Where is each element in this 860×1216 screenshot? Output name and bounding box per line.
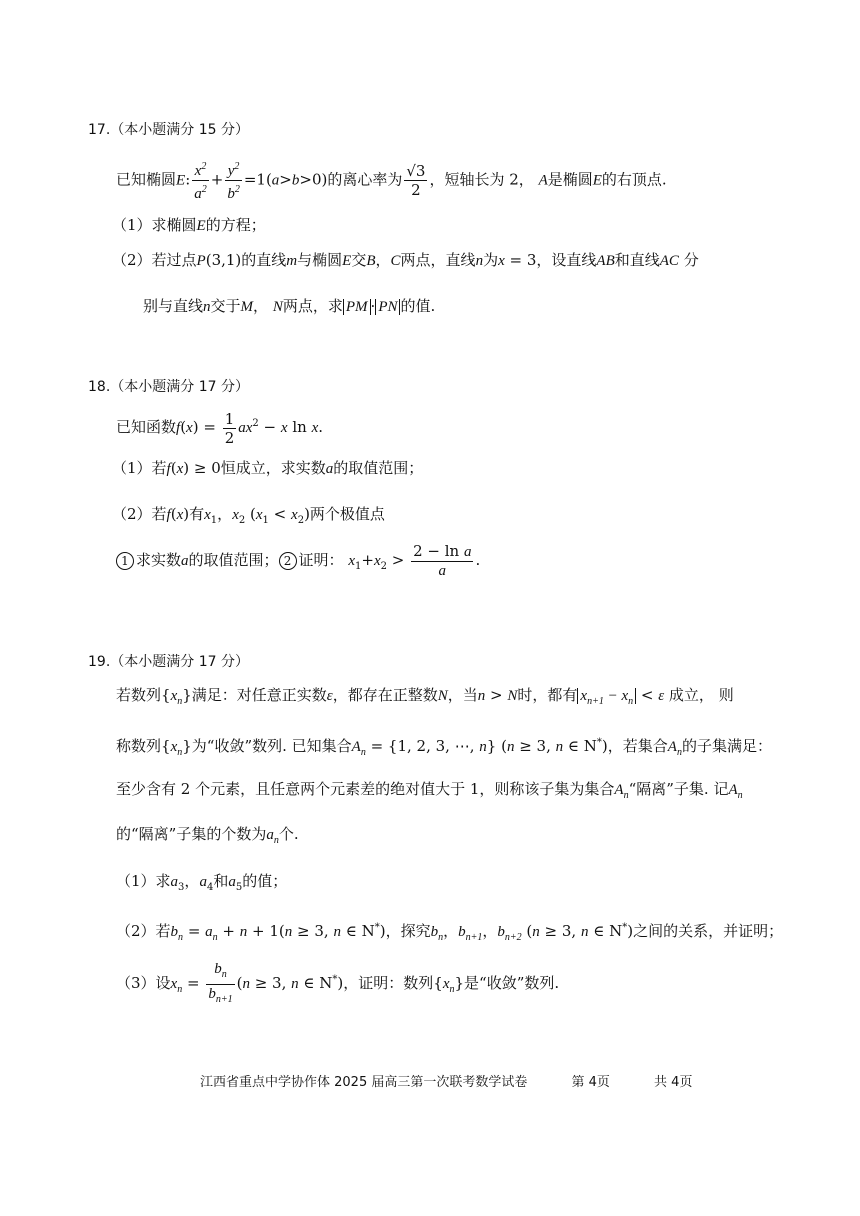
q19-line4: 的“隔离”子集的个数为$a_n$个. (116, 825, 299, 846)
q17-part2-line2: 别与直线n交于M， N两点，求 PM · PN 的值. (143, 297, 436, 315)
q19-line2: 称数列$\{x_n\}$为“收敛”数列. 已知集合$A_n = \{1$, 2, 3, ⋯, n} (n ≥ 3, n ∈ N*)，若集合$A_n$的子集满足： (116, 737, 772, 758)
q18-stem: 已知函数f(x) = $\frac{1}{2}$ $ax^2 - x$ ln x. (116, 409, 324, 447)
q19-header: 19.（本小题满分 17 分） (88, 654, 249, 670)
q18-part2: （2）若f(x)有$x_1$，$x_2$ $(x_1 < x_2)$两个极值点 (112, 505, 385, 526)
q19-part1: （1）求$a_3$，$a_4$和$a_5$的值； (116, 872, 288, 893)
q18-part2-subitems: 1 求实数a的取值范围； 2 证明： $x_1+x_2$ > $\frac{\text{2 − ln a}}{a}$ . (116, 540, 480, 587)
footer-total-pages: 共 4页 (654, 1075, 693, 1090)
q19-part3: （3）设$x_n$ = $\frac{b_n}{b_{n+1}}$ (n ≥ 3, n ∈ N*)，证明：数列$\{x_n\}$是“收敛”数列. (116, 960, 560, 1005)
q19-part2: （2）若$b_n = a_n + n + 1(n \ge 3$, n ∈ N*)，探究$b_n$，$b_{n+1}$，$b_{n+2}$ (n ≥ 3, n ∈ N*)之间的关系，并证明； (116, 922, 784, 943)
footer-exam-title: 江西省重点中学协作体 2025 届高三第一次联考数学试卷 (200, 1075, 528, 1090)
page-footer (200, 1071, 732, 1090)
q17-part2-line1: （2）若过点P(3,1)的直线m与椭圆E交B，C两点，直线n为x = 3，设直线AB和直线AC 分 (112, 251, 699, 269)
q17-stem: 已知椭圆E: $\frac{x^2}{a^2}$ + $\frac{y^2}{b^2}$ =1(a>b>0)的离心率为 $\frac{√3}{2}$ ，短轴长为 2， A是椭圆E的右顶点. (116, 158, 667, 203)
q17-part1: （1）求椭圆E的方程； (112, 216, 266, 234)
q17-header: 17.（本小题满分 15 分） (88, 122, 249, 138)
circled-number-2: 2 (279, 552, 297, 570)
footer-page-number: 第 4页 (571, 1075, 610, 1090)
q19-line1: 若数列$\{x_n\}$满足：对任意正实数ε，都存在正整数N，当n > N时，都有 $x_{n+1} - x_n < \varepsilon$ 成立， 则 (116, 686, 734, 707)
q18-header: 18.（本小题满分 17 分） (88, 379, 249, 395)
circled-number-1: 1 (116, 552, 134, 570)
q18-part1: （1）若f(x) ≥ 0恒成立，求实数a的取值范围； (112, 459, 424, 477)
q19-line3: 至少含有 2 个元素，且任意两个元素差的绝对值大于 1，则称该子集为集合$A_n“$隔离”子集. 记$A_n$ (116, 780, 743, 801)
